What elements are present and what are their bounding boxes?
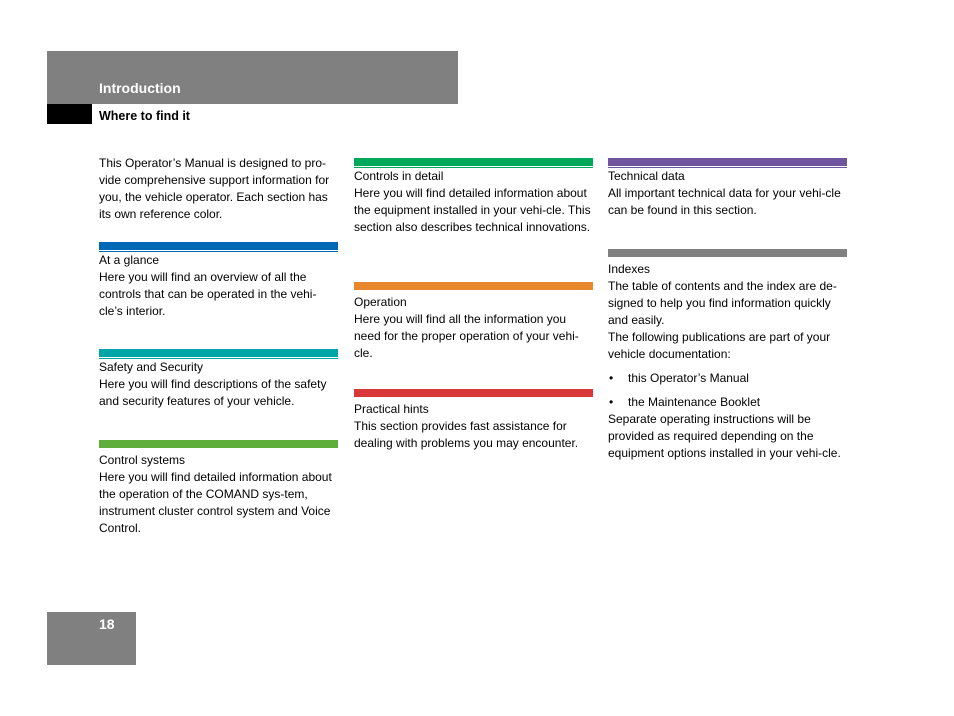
section-marker bbox=[47, 104, 92, 124]
publications-list bbox=[608, 370, 847, 411]
section-body: Here you will find detailed information about the operation of the COMAND sys-tem, instrument cluster control system and Voice Control. bbox=[99, 470, 332, 535]
section-title: Control systems bbox=[99, 453, 186, 467]
section-color-bar bbox=[99, 242, 338, 250]
section-color-bar bbox=[99, 440, 338, 448]
section-color-bar bbox=[354, 389, 593, 397]
section-technical-data bbox=[608, 158, 847, 219]
intro-text: This Operator’s Manual is designed to pro-vide comprehensive support information for you, the vehicle operator. Each section has its own reference color. bbox=[99, 156, 330, 221]
section-title: Controls in detail bbox=[354, 169, 444, 183]
section-body: Here you will find all the information you need for the proper operation of your vehi-cle. bbox=[354, 312, 579, 360]
section-body: The table of contents and the index are de-signed to help you find information quickly and easily. bbox=[608, 279, 837, 327]
section-title: Practical hints bbox=[354, 402, 429, 416]
section-body: The following publications are part of your vehicle documentation: bbox=[608, 330, 831, 361]
section-body: Here you will find an overview of all the controls that can be operated in the vehi-cle’s interior. bbox=[99, 270, 317, 318]
section-title: Indexes bbox=[608, 262, 651, 276]
section-title: Safety and Security bbox=[99, 360, 204, 374]
section-title: At a glance bbox=[99, 253, 160, 267]
section-operation bbox=[354, 282, 593, 362]
section-control-systems bbox=[99, 440, 338, 537]
section-body: Here you will find descriptions of the safety and security features of your vehicle. bbox=[99, 377, 327, 408]
section-safety-and-security bbox=[99, 349, 338, 410]
section-body: Separate operating instructions will be provided as required depending on the equipment options installed in your vehi-cle. bbox=[608, 412, 841, 460]
list-item: • the Maintenance Booklet bbox=[608, 394, 847, 411]
column-1 bbox=[99, 155, 338, 555]
section-title: Technical data bbox=[608, 169, 685, 183]
section-color-bar bbox=[354, 282, 593, 290]
section-color-bar bbox=[99, 349, 338, 357]
section-color-bar bbox=[608, 249, 847, 257]
section-body: This section provides fast assistance for dealing with problems you may encounter. bbox=[354, 419, 579, 450]
column-2 bbox=[354, 158, 593, 478]
section-controls-in-detail bbox=[354, 158, 593, 236]
page-number-tab bbox=[47, 612, 136, 665]
page-number: 18 bbox=[99, 616, 115, 632]
section-body: All important technical data for your vehi-cle can be found in this section. bbox=[608, 186, 841, 217]
section-body: Here you will find detailed information about the equipment installed in your vehi-cle. This section also describes technical innovations. bbox=[354, 186, 591, 234]
page-title: Introduction bbox=[99, 80, 181, 96]
section-color-bar bbox=[608, 158, 847, 166]
list-item: • this Operator’s Manual bbox=[608, 370, 847, 387]
column-3 bbox=[608, 158, 847, 518]
section-color-bar bbox=[354, 158, 593, 166]
section-practical-hints bbox=[354, 389, 593, 452]
section-indexes bbox=[608, 249, 847, 462]
section-at-a-glance bbox=[99, 242, 338, 320]
page-subtitle: Where to find it bbox=[99, 109, 190, 123]
section-title: Operation bbox=[354, 295, 407, 309]
